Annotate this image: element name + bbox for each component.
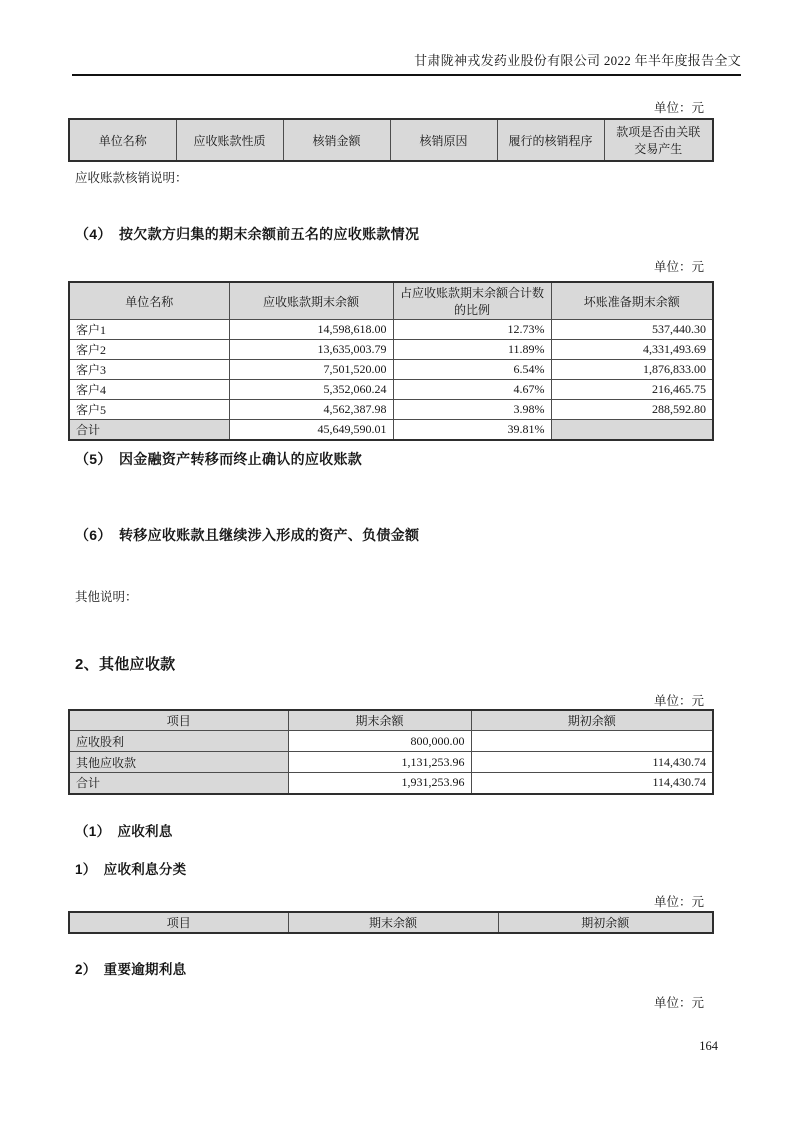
- other-note: 其他说明：: [75, 590, 138, 604]
- writeoff-col-related: 款项是否由关联交易产生: [604, 119, 713, 161]
- interest-header-row: [69, 912, 713, 933]
- item-label: 应收股利: [69, 731, 288, 752]
- ending-balance: 14,598,618.00: [229, 320, 393, 340]
- heading-2-other-receivables: 2、其他应收款: [75, 656, 176, 673]
- total-label: 合计: [69, 420, 229, 441]
- unit-label-3: 单位：元: [653, 694, 704, 708]
- item-label: 其他应收款: [69, 752, 288, 773]
- writeoff-col-unit-name: 单位名称: [69, 119, 176, 161]
- heading-6-involvement: （6） 转移应收账款且继续涉入形成的资产、负债金额: [75, 527, 420, 543]
- table-row: [69, 731, 713, 752]
- interest-col-beginning: 期初余额: [498, 912, 713, 933]
- ending-balance: 7,501,520.00: [229, 360, 393, 380]
- total-row: [69, 420, 713, 441]
- heading-5-transfer: （5） 因金融资产转移而终止确认的应收账款: [75, 451, 363, 467]
- ratio: 12.73%: [393, 320, 551, 340]
- heading-1-interest: （1） 应收利息: [75, 824, 173, 839]
- ending-balance: 5,352,060.24: [229, 380, 393, 400]
- heading-2-overdue-interest: 2） 重要逾期利息: [75, 962, 187, 977]
- total-ending-balance: 45,649,590.01: [229, 420, 393, 441]
- baddebt-balance: 4,331,493.69: [551, 340, 713, 360]
- ratio: 11.89%: [393, 340, 551, 360]
- table-row: [69, 752, 713, 773]
- heading-11-interest-class: 1） 应收利息分类: [75, 862, 187, 877]
- total-ending-balance: 1,931,253.96: [288, 773, 471, 794]
- ending-balance: 13,635,003.79: [229, 340, 393, 360]
- writeoff-col-reason: 核销原因: [390, 119, 497, 161]
- total-ratio: 39.81%: [393, 420, 551, 441]
- other-recv-col-ending: 期末余额: [288, 710, 471, 731]
- beginning-balance: 114,430.74: [471, 752, 713, 773]
- customer-name: 客户1: [69, 320, 229, 340]
- unit-label-2: 单位：元: [653, 260, 704, 274]
- unit-label-5: 单位：元: [653, 996, 704, 1010]
- total-baddebt: [551, 420, 713, 441]
- customer-name: 客户4: [69, 380, 229, 400]
- baddebt-balance: 1,876,833.00: [551, 360, 713, 380]
- top5-header-row: [69, 282, 713, 320]
- top5-table: [68, 281, 714, 441]
- other-recv-col-beginning: 期初余额: [471, 710, 713, 731]
- customer-name: 客户2: [69, 340, 229, 360]
- table-row: [69, 360, 713, 380]
- interest-table: [68, 911, 714, 934]
- ending-balance: 800,000.00: [288, 731, 471, 752]
- writeoff-table: [68, 118, 714, 162]
- customer-name: 客户5: [69, 400, 229, 420]
- ratio: 6.54%: [393, 360, 551, 380]
- total-label: 合计: [69, 773, 288, 794]
- other-receivables-table: [68, 709, 714, 795]
- ratio: 4.67%: [393, 380, 551, 400]
- unit-label-1: 单位：元: [653, 101, 704, 115]
- writeoff-col-nature: 应收账款性质: [176, 119, 283, 161]
- page-header-title: 甘肃陇神戎发药业股份有限公司 2022 年半年度报告全文: [72, 50, 741, 76]
- table-row: [69, 400, 713, 420]
- beginning-balance: [471, 731, 713, 752]
- top5-col-unit-name: 单位名称: [69, 282, 229, 320]
- ending-balance: 1,131,253.96: [288, 752, 471, 773]
- ending-balance: 4,562,387.98: [229, 400, 393, 420]
- total-beginning-balance: 114,430.74: [471, 773, 713, 794]
- interest-col-ending: 期末余额: [288, 912, 498, 933]
- baddebt-balance: 537,440.30: [551, 320, 713, 340]
- other-recv-header-row: [69, 710, 713, 731]
- customer-name: 客户3: [69, 360, 229, 380]
- table-row: [69, 340, 713, 360]
- writeoff-col-procedure: 履行的核销程序: [497, 119, 604, 161]
- baddebt-balance: 216,465.75: [551, 380, 713, 400]
- writeoff-col-amount: 核销金额: [283, 119, 390, 161]
- unit-label-4: 单位：元: [653, 895, 704, 909]
- writeoff-note: 应收账款核销说明：: [75, 171, 188, 185]
- baddebt-balance: 288,592.80: [551, 400, 713, 420]
- top5-col-baddebt: 坏账准备期末余额: [551, 282, 713, 320]
- other-recv-col-item: 项目: [69, 710, 288, 731]
- total-row: [69, 773, 713, 794]
- interest-col-item: 项目: [69, 912, 288, 933]
- table-row: [69, 380, 713, 400]
- heading-4-top5: （4） 按欠款方归集的期末余额前五名的应收账款情况: [75, 226, 420, 242]
- writeoff-header-row: [69, 119, 713, 161]
- page-number: 164: [699, 1039, 718, 1053]
- top5-col-ending-balance: 应收账款期末余额: [229, 282, 393, 320]
- top5-col-ratio: 占应收账款期末余额合计数的比例: [393, 282, 551, 320]
- table-row: [69, 320, 713, 340]
- ratio: 3.98%: [393, 400, 551, 420]
